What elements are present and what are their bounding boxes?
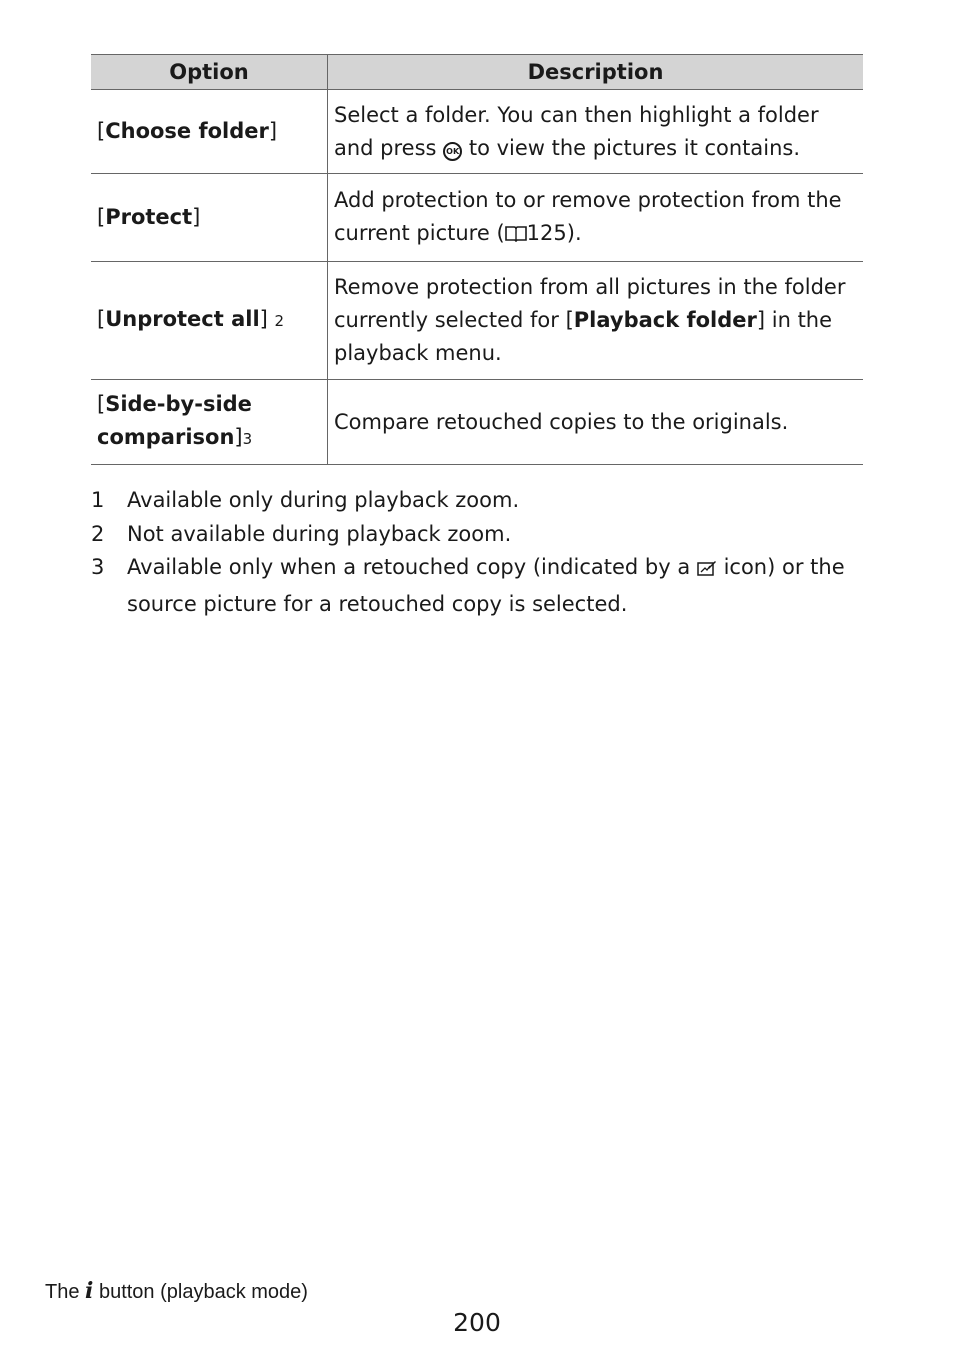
i-button-icon: i (85, 1278, 94, 1304)
header-description: Description (328, 55, 864, 90)
footnote-item (91, 551, 871, 621)
footnote-number: 2 (91, 521, 105, 546)
description-text: Select a folder. You can then highlight a folder and press (334, 102, 819, 160)
description-cell (328, 174, 864, 262)
description-text: ). (566, 220, 582, 245)
footnote-number: 1 (91, 488, 105, 512)
footnote-text-part: icon) or the source picture for a retouched copy is selected. (127, 555, 845, 616)
running-footer (45, 1278, 308, 1304)
options-table (91, 54, 863, 465)
footnotes (91, 484, 871, 621)
footnote-ref: 3 (242, 430, 253, 448)
header-option: Option (91, 55, 328, 90)
retouch-icon (697, 554, 717, 588)
page-reference-icon (505, 219, 527, 252)
option-cell: [Unprotect all] 2 (91, 262, 328, 380)
description-text: ] in the playback menu. (334, 308, 833, 365)
option-name: Side-by-side comparison (97, 392, 252, 449)
page-reference: 125 (526, 220, 567, 245)
footnote-item (91, 518, 871, 552)
option-name: Choose folder (105, 119, 269, 143)
footer-text: button (playback mode) (93, 1281, 308, 1303)
table-row (91, 90, 863, 174)
footnote-text (127, 551, 871, 621)
option-cell: [Side-by-side comparison]3 (91, 380, 328, 465)
option-cell: [Choose folder] (91, 90, 328, 174)
table-row (91, 380, 863, 465)
ok-button-icon: OK (443, 142, 462, 161)
table-row (91, 174, 863, 262)
table-row (91, 262, 863, 380)
footnote-text-part: Available only when a retouched copy (indicated by a (127, 555, 697, 579)
footnote-text: Available only during playback zoom. (127, 488, 520, 512)
footnote-ref: 2 (274, 312, 285, 330)
page-number: 200 (453, 1308, 501, 1337)
table-header-row (91, 55, 863, 90)
description-cell (328, 90, 864, 174)
footnote-item (91, 484, 871, 518)
footer-text: The (45, 1281, 86, 1303)
description-cell: Compare retouched copies to the originals. (328, 380, 864, 465)
description-text: Remove protection from all pictures in the folder currently selected for [ (334, 275, 846, 332)
footnote-number: 3 (91, 555, 105, 579)
description-bold: Playback folder (573, 308, 757, 332)
description-cell (328, 262, 864, 380)
option-name: Unprotect all (105, 307, 260, 331)
description-text: Add protection to or remove protection from the current picture ( (334, 187, 842, 245)
footnote-text: Not available during playback zoom. (127, 521, 512, 546)
description-text: to view the pictures it contains. (462, 135, 801, 160)
option-name: Protect (105, 205, 193, 229)
option-cell: [Protect] (91, 174, 328, 262)
